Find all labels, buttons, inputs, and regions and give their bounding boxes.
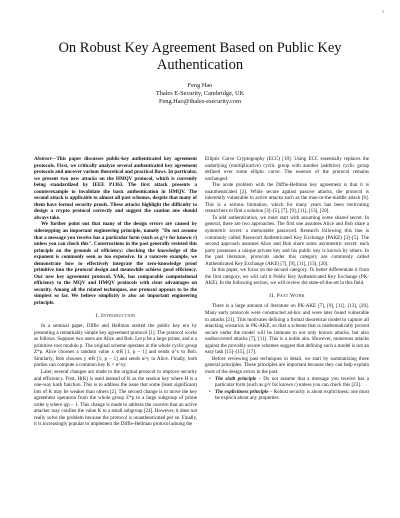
section-heading-introduction: I. Introduction	[95, 312, 136, 319]
bullet-text: – Robust security is about explicitness; one must be explicit about any properties	[215, 388, 369, 402]
author-affiliation: Thales E-Security, Cambridge, UK	[155, 90, 245, 98]
page-number: 1	[382, 9, 384, 14]
bullet-head: The explicitness principle	[215, 388, 269, 395]
past-work-paragraph-2: Before reviewing past techniques in detail, we start by summarizing three general principles. These principles are important because they can help explain most of the design errors in the past.	[205, 355, 369, 375]
abstract	[34, 156, 197, 221]
right-paragraph-1: Elliptic Curve Cryptography (ECC) [10]. Using ECC essentially replaces the underlying (multiplicative) cyclic group with another (additive) cyclic group defined over some elliptic curve. The essence of the protocol remains unchanged.	[205, 156, 369, 182]
right-column	[205, 156, 369, 402]
list-item	[215, 389, 369, 402]
list-item	[215, 376, 369, 389]
abstract-paragraph-2: We further point out that many of the design errors are caused by sidestepping an important engineering principle, namely "Do not assume that a message you receive has a particular form (such as g^r for known r) unless you can check this". Constructions in the past generally resisted this principle on the grounds of efficiency: checking the knowledge of the exponent is commonly seen as too expensive. In a concrete example, we demonstrate how to effectively integrate the zero-knowledge proof primitive into the protocol design and meanwhile achieve good efficiency. Our new key agreement protocol, YAK, has comparable computational efficiency to the MQV and HMQV protocols with clear advantages on security. Among all the related techniques, our protocol appears to be the simplest so far. We believe simplicity is also an important engineering principle.	[34, 221, 197, 307]
abstract-label: Abstract	[34, 156, 52, 162]
past-work-paragraph-1: There is a large amount of literature on PK-AKE [7], [9], [11], [13], [20]. Many early protocols were constructed ad-hoc and were later found vulnerable to attacks [21]. This motivates defining a formal theoretical model to capture all attacking scenarios in PK-AKE, so that a scheme that is mathematically proved secure under the model will be immune to not only known attacks, but also undiscovered attacks [7], [11]. This is a noble aim. However, numerous attacks against the provably secure schemes suggest that defining such a model is not an easy task [15]–[15], [17].	[205, 303, 369, 356]
author-name: Feng Hao	[187, 82, 213, 89]
bullet-text: – Do not assume that a message you receive has a particular form (such as g^r for known r) unless you can check this [23].	[215, 375, 369, 389]
right-paragraph-4: In this paper, we focus on the second category. To better differentiate it from the first category, we will call it Public Key Authenticated Key Exchange (PK-AKE). In the following section, we will review the state-of-the-art in this field.	[205, 267, 369, 287]
abstract-text: —This paper discusses public-key authenticated key agreement protocols. First, we critically analyze several authenticated key agreement protocols and uncover various theoretical and practical flaws. In particular, we present two new attacks on the HMQV protocol, which is currently being standardized by IEEE P1363. The first attack presents a counterexample to invalidate the basic authentication in HMQV. The second attack is applicable to almost all past schemes, despite that many of them have formal security proofs. These attacks highlight the difficulty to design a crypto protocol correctly and suggest the caution one should always take.	[34, 156, 197, 221]
left-column	[34, 156, 197, 428]
principles-list	[205, 376, 369, 402]
author-email: Feng.Hao@thales-esecurity.com	[159, 98, 241, 106]
paper-title: On Robust Key Agreement Based on Public Key Authentication	[58, 40, 342, 73]
section-heading-past-work: II. Past Work	[269, 292, 305, 299]
intro-paragraph-1: In a seminal paper, Diffie and Hellman started the public key era by presenting a remarkably simple key agreement protocol [1]. The protocol works as follows. Suppose two users are Alice and Bob. Let p be a large prime, and α a primitive root modulo p. The original scheme operates in the whole cyclic group Z*p. Alice chooses a random value x ∈R [1, p − 1] and sends α^x to Bob. Similarly, Bob chooses y ∈R [1, p − 1] and sends α^y to Alice. Finally, both parties can compute a common key K = α^xy.	[34, 323, 197, 369]
intro-paragraph-2: Later, several changes are made to the original protocol to improve security and efficiency. First, H(K) is used instead of K as the session key where H is a one-way hash function. This is to address the issue that some (least significant) bits of K may be weaker than others [2]. The second change is to move the key agreement operation from the whole group Z*p to a large subgroup of prime order q where q|p − 1. This change is made to address the concern that an active attacker may confine the value K to a small subgroup [24]. However, it does not really solve the problem because the protocol is unauthenticated per se. Finally, it is increasingly popular to implement the Diffie-Hellman protocol among the	[34, 368, 197, 428]
right-paragraph-3: To add authentication, we must start with assuming some shared secret. In general, there are two approaches. The first one assumes Alice and Bob share a symmetric secret: a memorable password. Research following this line is commonly called Password Authenticated Key Exchange (PAKE) [3]–[5]. The second approach assumes Alice and Bob share some asymmetric secret: each party possesses a unique private key and his public key is known by others. In the past literature, protocols under this category are commonly called Authenticated Key Exchange (AKE) [7], [9], [11], [13], [20].	[205, 214, 369, 267]
author-block	[100, 82, 300, 107]
bullet-head: The sixth principle	[215, 375, 257, 382]
right-paragraph-2: The acute problem with the Diffie-Hellman key agreement is that it is unauthenticated [2]. While secure against passive attacks, the protocol is inherently vulnerable to active attacks such as the man-in-the-middle attack [6]. This is a serious limitation, which for many years has been motivating researchers to find a solution [3]–[5], [7], [9], [11], [13], [20].	[205, 182, 369, 215]
